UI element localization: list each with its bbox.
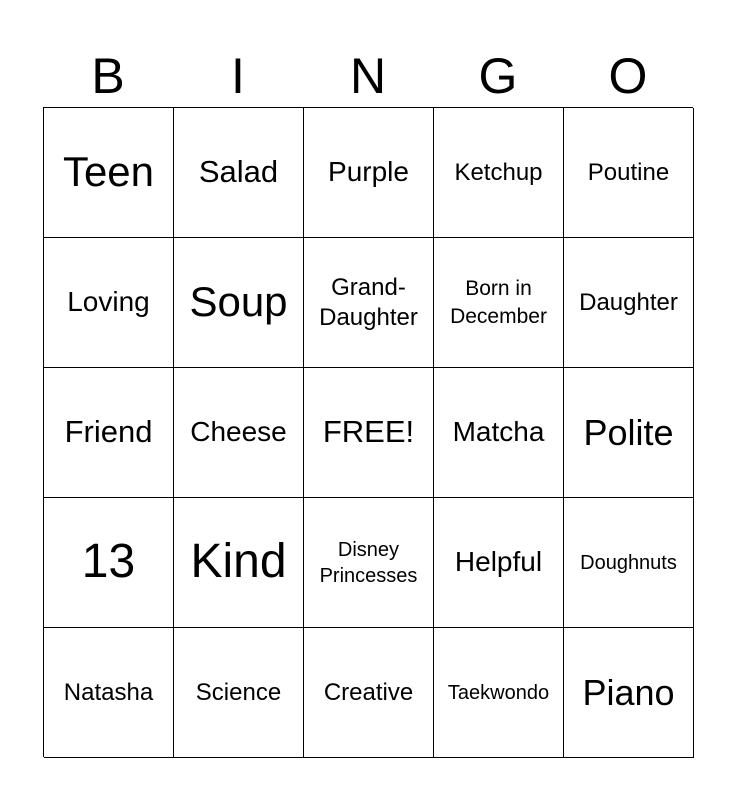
bingo-cell-r5-c1[interactable]	[44, 628, 174, 758]
bingo-cell-r1-c3[interactable]	[304, 108, 434, 238]
bingo-cell-r4-c5[interactable]	[564, 498, 694, 628]
bingo-cell-r1-c2[interactable]	[174, 108, 304, 238]
cell-label: Daughter	[579, 288, 678, 316]
bingo-cell-r2-c1[interactable]	[44, 238, 174, 368]
cell-label: Kind	[190, 535, 287, 589]
cell-label: 13	[81, 535, 136, 589]
header-letter-o: O	[608, 48, 648, 104]
cell-label: Born in December	[450, 277, 547, 328]
cell-label: Creative	[323, 678, 414, 706]
cell-label: Polite	[583, 411, 674, 453]
bingo-cell-r2-c2[interactable]	[174, 238, 304, 368]
cell-label: Salad	[198, 154, 279, 190]
cell-label: Doughnuts	[580, 551, 677, 574]
header-letter-b: B	[91, 48, 125, 104]
bingo-header	[43, 44, 693, 108]
header-letter-n: N	[349, 48, 387, 104]
cell-label: Friend	[64, 414, 153, 450]
cell-label: Piano	[582, 671, 675, 713]
bingo-cell-r2-c5[interactable]	[564, 238, 694, 368]
bingo-cell-r3-c2[interactable]	[174, 368, 304, 498]
cell-label: Helpful	[454, 546, 543, 578]
bingo-cell-r5-c4[interactable]	[434, 628, 564, 758]
bingo-cell-r4-c1[interactable]	[44, 498, 174, 628]
bingo-cell-r3-c1[interactable]	[44, 368, 174, 498]
bingo-cell-r1-c4[interactable]	[434, 108, 564, 238]
cell-label: Poutine	[587, 158, 670, 186]
cell-label: Teen	[62, 148, 155, 196]
cell-label: Natasha	[63, 678, 154, 706]
bingo-cell-r4-c4[interactable]	[434, 498, 564, 628]
bingo-cell-r1-c1[interactable]	[44, 108, 174, 238]
cell-label: Matcha	[452, 416, 545, 448]
bingo-board	[43, 107, 693, 757]
bingo-cell-r1-c5[interactable]	[564, 108, 694, 238]
header-letter-i: I	[231, 48, 245, 104]
bingo-cell-r3-c5[interactable]	[564, 368, 694, 498]
bingo-cell-r3-c4[interactable]	[434, 368, 564, 498]
cell-label: Science	[195, 678, 282, 706]
cell-label: Purple	[328, 156, 409, 188]
cell-label: Taekwondo	[447, 681, 550, 704]
bingo-cell-r5-c5[interactable]	[564, 628, 694, 758]
cell-label: Soup	[189, 278, 288, 326]
bingo-cell-r4-c3[interactable]	[304, 498, 434, 628]
header-letter-g: G	[478, 48, 518, 104]
bingo-cell-r3-c3[interactable]	[304, 368, 434, 498]
bingo-cell-r5-c2[interactable]	[174, 628, 304, 758]
cell-label: Grand- Daughter	[319, 273, 418, 331]
bingo-cell-r4-c2[interactable]	[174, 498, 304, 628]
cell-label: Disney Princesses	[319, 538, 418, 587]
bingo-cell-r2-c3[interactable]	[304, 238, 434, 368]
cell-label: Cheese	[190, 416, 287, 448]
free-space-label: FREE!	[322, 414, 415, 450]
bingo-cell-r5-c3[interactable]	[304, 628, 434, 758]
bingo-cell-r2-c4[interactable]	[434, 238, 564, 368]
cell-label: Loving	[67, 286, 150, 318]
cell-label: Ketchup	[454, 158, 543, 186]
